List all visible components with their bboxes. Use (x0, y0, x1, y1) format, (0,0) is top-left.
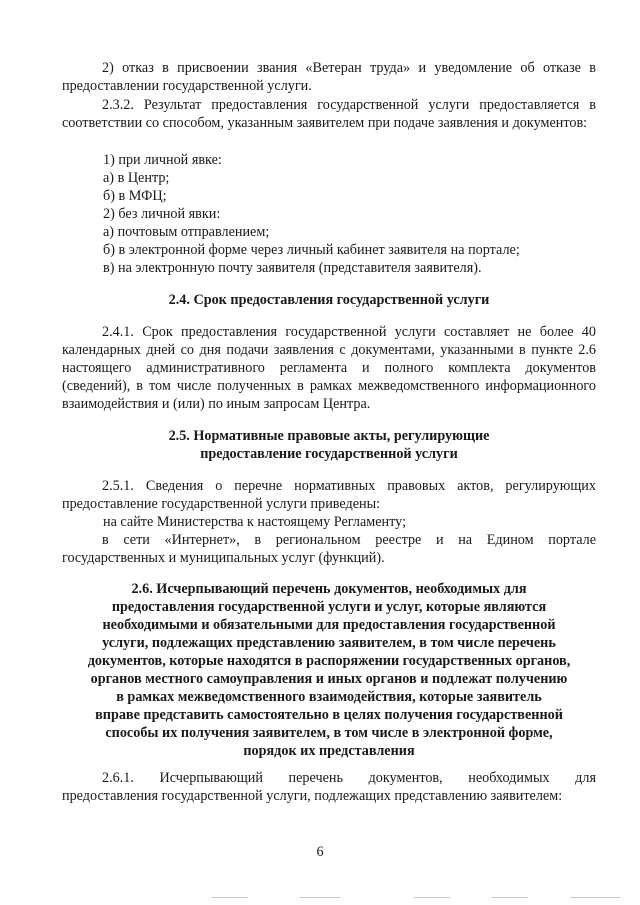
page-number: 6 (316, 844, 324, 860)
heading-line: необходимыми и обязательными для предоставления государственной (102, 617, 556, 633)
heading-line: предоставления государственной услуги и услуг, которые являются (111, 599, 547, 615)
paragraph-2-4-1: 2.4.1. Срок предоставления государственной услуги составляет не более 40 календарных дней со дня подачи заявления с документами, указанными в пункте 2.6 настоящего административного регламента и полного комплекта документов (сведений), в том числе полученных в рамках межведомственного информационного взаимодействия и (или) по иным запросам Центра. (62, 324, 596, 412)
paragraph-2-3-2: 2.3.2. Результат предоставления государственной услуги предоставляется в соответствии со способом, указанным заявителем при подаче заявления и документов: (62, 97, 596, 131)
heading-line: в рамках межведомственного взаимодействия, которые заявитель (116, 689, 542, 705)
footer-rule (492, 897, 528, 898)
heading-line: 2.6. Исчерпывающий перечень документов, необходимых для (131, 581, 527, 597)
section-heading-2-6 (62, 580, 596, 760)
paragraph-refusal: 2) отказ в присвоении звания «Ветеран труда» и уведомление об отказе в предоставлении государственной услуги. (62, 60, 596, 94)
paragraph-2-5-1: 2.5.1. Сведения о перечне нормативных правовых актов, регулирующих предоставление государственной услуги приведены: (62, 478, 596, 512)
heading-line: услуги, подлежащих представлению заявителем, в том числе перечень (102, 635, 556, 651)
footer-rule (212, 897, 248, 898)
heading-line: способы их получения заявителем, в том числе в электронной форме, (105, 725, 553, 741)
footer-rule (300, 897, 340, 898)
heading-line: органов местного самоуправления и иных органов и подлежат получению (90, 671, 568, 687)
footer-rule (414, 897, 450, 898)
paragraph-2-6-1-line-1: 2.6.1. Исчерпывающий перечень документов, необходимых для (102, 770, 596, 786)
heading-line: документов, которые находятся в распоряжении государственных органов, (87, 653, 571, 669)
paragraph-2-6-1-line-2: предоставления государственной услуги, подлежащих представлению заявителем: (62, 788, 563, 804)
list-item: а) в Центр; (103, 170, 170, 186)
list-item: а) почтовым отправлением; (103, 224, 270, 240)
ministry-site-line: на сайте Министерства к настоящему Регламенту; (103, 514, 407, 530)
heading-line: 2.5. Нормативные правовые акты, регулирующие (168, 428, 490, 444)
list-item: б) в электронной форме через личный кабинет заявителя на портале; (103, 242, 520, 258)
section-heading-2-4: 2.4. Срок предоставления государственной услуги (168, 292, 490, 308)
heading-line: вправе представить самостоятельно в целях получения государственной (95, 707, 563, 723)
paragraph-internet: в сети «Интернет», в региональном реестре и на Едином портале государственных и муниципальных услуг (функций). (62, 532, 596, 566)
list-item: в) на электронную почту заявителя (представителя заявителя). (103, 260, 482, 276)
list-item: 1) при личной явке: (103, 152, 222, 168)
section-heading-2-5 (62, 427, 596, 463)
heading-line: предоставление государственной услуги (200, 446, 458, 462)
heading-line: порядок их представления (243, 743, 415, 759)
list-item: б) в МФЦ; (103, 188, 167, 204)
footer-rule (570, 897, 620, 898)
list-item: 2) без личной явки: (103, 206, 221, 222)
